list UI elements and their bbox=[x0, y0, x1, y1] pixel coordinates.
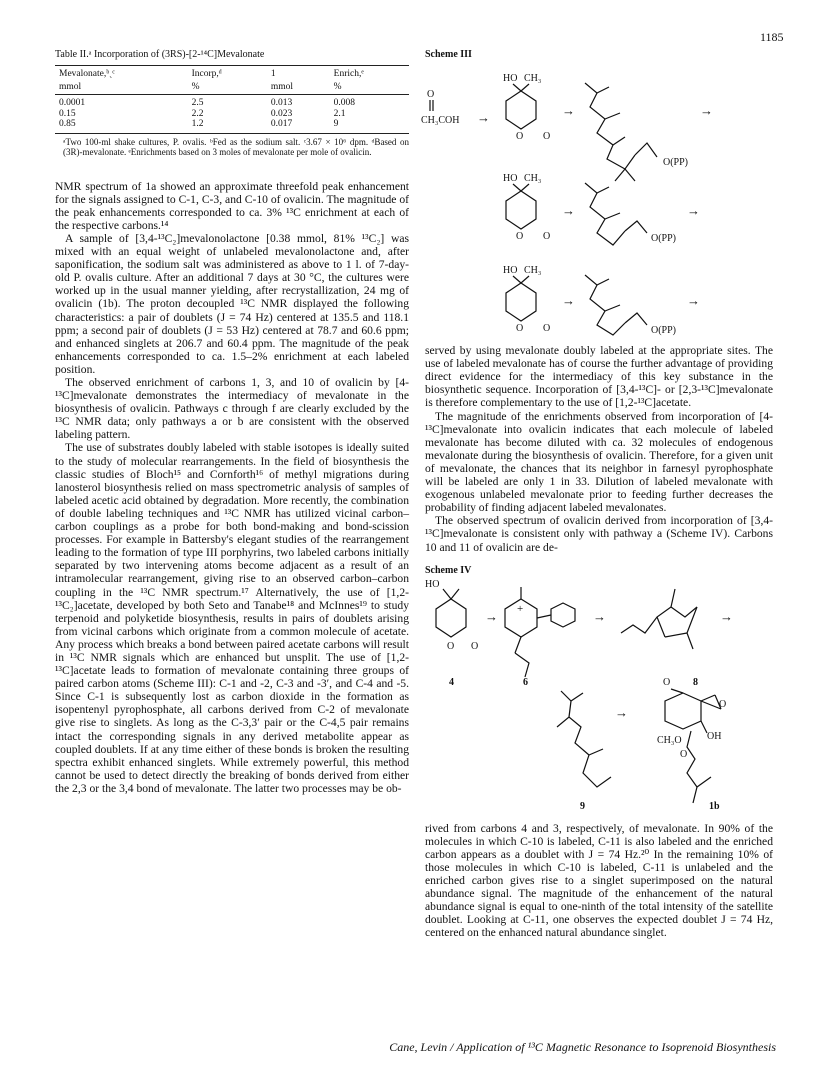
bond bbox=[569, 701, 571, 717]
table-cell: 0.023 bbox=[270, 108, 293, 119]
lactone-ring bbox=[551, 603, 575, 627]
mevalonolactone-structure bbox=[503, 265, 550, 334]
compound-4-label: 4 bbox=[449, 676, 454, 688]
incorporation-table bbox=[55, 65, 409, 134]
cyclohexane-ring bbox=[665, 693, 701, 729]
ch3-label: CH₃ bbox=[524, 173, 542, 185]
ketone-oxygen-label: O bbox=[663, 676, 671, 688]
ho-label: HO bbox=[503, 73, 518, 85]
bond bbox=[665, 633, 687, 637]
table-cell: 2.2 bbox=[191, 108, 204, 119]
bond bbox=[605, 113, 620, 119]
arrow: → bbox=[562, 103, 575, 119]
table-header: Incorp,ᵈ bbox=[188, 66, 267, 81]
body-paragraph: A sample of [3,4-¹³C₂]mevalonolactone [0.38 mmol, 81% ¹³C₂] was mixed with an equal weight of unlabeled mevalonolactone and, after saponification, the sodium salt was administered as above to 1 l. of 7-day-old P. ovalis culture. After an additional 7 days at 30 °C, the cultures were worked up in the usual manner yielding, after recrystallization, 24 mg of ovalicin (1b). The proton decoupled ¹³C NMR displayed the following characteristics: a pair of doublets (J = 74 Hz) centered at 135.5 and 118.1 ppm; a second pair of doublets (J = 53 Hz) centered at 78.7 and 60.6 ppm; and enhanced singlets at 206.7 and 60.4 ppm. The magnitude of the peak enhancements corresponded to ca. 1.5–2% enrichment at each labeled position. bbox=[55, 231, 409, 376]
arrow: → bbox=[700, 103, 713, 119]
running-footer: Cane, Levin / Application of ¹³C Magnetic Resonance to Isoprenoid Biosynthesis bbox=[389, 1040, 776, 1054]
isoprenoid-chain bbox=[557, 717, 611, 787]
ho-label: HO bbox=[503, 173, 518, 185]
arrow: → bbox=[562, 293, 575, 309]
arrow: → bbox=[720, 608, 733, 624]
body-paragraph: rived from carbons 4 and 3, respectively, of mevalonate. In 90% of the molecules in which C-10 is labeled, C-11 is also labeled and the enriched carbon appears as a doublet with J = 74 Hz.²⁰ In the remaining 10% of those molecules in which C-10 is labeled, C-11 is unlabeled and the enriched carbon gives rise to a singlet superimposed on the natural abundance signal. The magnitude of the enhancement of the natural abundance signal is equal to one-ninth of the total intensity of the satellite doublet. Looking at C-11, one observes the expected doublet J = 74 Hz, centered on the enhanced natural abundance singlet. bbox=[425, 821, 773, 940]
scheme-iv-diagram bbox=[425, 577, 773, 822]
bond bbox=[613, 137, 625, 145]
arrow: → bbox=[687, 203, 700, 219]
acetic-o-label: O bbox=[427, 89, 435, 101]
bond bbox=[561, 691, 571, 701]
compound-8-structure bbox=[621, 589, 698, 688]
ho-label: HO bbox=[503, 265, 518, 277]
compound-6-label: 6 bbox=[523, 676, 528, 688]
table-cell: 0.15 bbox=[59, 108, 76, 119]
bond bbox=[701, 721, 707, 733]
ovalicin-1b-structure bbox=[657, 677, 726, 812]
table-cell: 0.008 bbox=[333, 98, 356, 109]
body-paragraph: The observed spectrum of ovalicin derived from incorporation of [3,4-¹³C]mevalonate is consistent only with pathway a (Scheme IV). Carbons 10 and 11 of ovalicin are de- bbox=[425, 514, 773, 554]
body-paragraph: NMR spectrum of 1a showed an approximate threefold peak enhancement for the signals assigned to C-1, C-3, and C-10 of ovalicin. The magnitude of the peak enhancements corresponded to ca. 3% ¹³C enrichment at each of the respective carbons.¹⁴ bbox=[55, 179, 409, 232]
bond bbox=[687, 633, 693, 649]
arrow: → bbox=[562, 203, 575, 219]
table-header: Mevalonate,ᵇˎᶜ bbox=[55, 66, 188, 81]
table-subheader: mmol bbox=[267, 81, 330, 95]
ring-oxygen-label: O bbox=[516, 323, 524, 335]
bond bbox=[521, 276, 529, 283]
opp-label: O(PP) bbox=[663, 157, 689, 169]
lactone-ring bbox=[506, 191, 536, 229]
methoxy-label: CH₃O bbox=[657, 734, 682, 746]
bond bbox=[513, 184, 521, 191]
scheme-iv-label: Scheme IV bbox=[425, 564, 472, 576]
bond bbox=[625, 169, 635, 181]
arrow: → bbox=[615, 704, 628, 720]
table-row bbox=[55, 95, 409, 109]
bond bbox=[605, 213, 620, 219]
table-row bbox=[55, 119, 409, 133]
ho-label: HO bbox=[425, 578, 440, 590]
epoxide-oxygen-label: O bbox=[680, 748, 688, 760]
arrow: → bbox=[687, 293, 700, 309]
ring-oxygen-label: O bbox=[516, 231, 524, 243]
bond bbox=[515, 637, 521, 653]
table-subheader: mmol bbox=[55, 81, 188, 95]
bond bbox=[571, 693, 583, 701]
table-cell: 0.85 bbox=[55, 119, 188, 133]
lactone-ring bbox=[506, 283, 536, 321]
body-paragraph: The observed enrichment of carbons 1, 3, and 10 of ovalicin by [4-¹³C]mevalonate demonstrates the intermediacy of mevalonate in the biosynthesis of ovalicin. Pathways c through f are clearly excluded by the ¹³C NMR data; only pathways a or b are consistent with the observed labeling pattern. bbox=[55, 376, 409, 442]
bond bbox=[605, 305, 620, 311]
compound-6-structure bbox=[505, 587, 575, 688]
epoxide-oxygen-label: O bbox=[719, 698, 727, 710]
table-subheader: % bbox=[330, 81, 409, 95]
isoprenoid-chain bbox=[585, 83, 635, 169]
bicyclic-skeleton bbox=[621, 607, 697, 633]
farnesyl-pyrophosphate-structure bbox=[585, 183, 676, 245]
right-column bbox=[421, 48, 773, 940]
bond bbox=[443, 589, 451, 599]
left-column bbox=[55, 48, 409, 795]
table-header: 1 bbox=[267, 66, 330, 81]
compound-4-structure bbox=[425, 579, 478, 688]
opp-label: O(PP) bbox=[651, 233, 677, 245]
table-row bbox=[55, 109, 409, 120]
bond bbox=[521, 184, 529, 191]
table-subheader: % bbox=[188, 81, 267, 95]
table-footnote: ᵃTwo 100-ml shake cultures, P. ovalis. ᵇFed as the sodium salt. ᶜ3.67 × 10⁶ dpm. ᵈBased on (3R)-mevalonate. ᵉEnrichments based on 3 moles of mevalonate per mole of ovalicin. bbox=[63, 136, 409, 158]
mevalonolactone-structure bbox=[503, 173, 550, 242]
lactone-ring bbox=[436, 599, 466, 637]
bond bbox=[625, 313, 647, 325]
bond bbox=[513, 276, 521, 283]
bond bbox=[615, 169, 625, 181]
table-cell: 0.0001 bbox=[59, 98, 86, 109]
table-cell: 2.5 bbox=[191, 98, 204, 109]
scheme-iii-label: Scheme III bbox=[425, 49, 472, 60]
scheme-iii-diagram bbox=[421, 61, 773, 344]
carbonyl-oxygen-label: O bbox=[543, 323, 551, 335]
bond bbox=[701, 695, 715, 701]
mevalonolactone-structure bbox=[503, 73, 550, 142]
plus-label: + bbox=[517, 602, 524, 615]
table-title: Table II.ᵃ Incorporation of (3RS)-[2-¹⁴C]Mevalonate bbox=[55, 49, 265, 60]
bond bbox=[515, 653, 529, 677]
bond bbox=[635, 143, 657, 157]
bond bbox=[597, 87, 609, 93]
bond bbox=[521, 84, 529, 91]
carbonyl-oxygen-label: O bbox=[543, 231, 551, 243]
arrow: → bbox=[593, 608, 606, 624]
bond bbox=[597, 187, 609, 193]
bond bbox=[451, 589, 459, 599]
lactone-ring bbox=[506, 91, 536, 129]
compound-8-label: 8 bbox=[693, 676, 698, 688]
ch3-label: CH₃ bbox=[524, 265, 542, 277]
bond bbox=[597, 279, 609, 285]
table-cell: 9 bbox=[330, 119, 409, 133]
arrow: → bbox=[477, 110, 490, 126]
bond bbox=[671, 589, 675, 607]
ring-oxygen-label: O bbox=[447, 640, 455, 652]
compound-9-label: 9 bbox=[580, 800, 585, 812]
compound-9-structure bbox=[557, 691, 611, 812]
compound-1b-label: 1b bbox=[709, 800, 720, 812]
ring-oxygen-label: O bbox=[516, 131, 524, 143]
body-paragraph: served by using mevalonate doubly labeled at the appropriate sites. The use of labeled mevalonate has of course the further advantage of providing direct evidence for the intermediacy of this key substance in the biosynthetic sequence. Incorporation of [3,4-¹³C]- or [2,3-¹³C]mevalonate is therefore complementary to the use of [1,2-¹³C]acetate. bbox=[425, 344, 773, 410]
acetic-acid-label: CH₃COH bbox=[421, 115, 460, 127]
bond bbox=[671, 689, 683, 693]
body-paragraph: The magnitude of the enrichments observed from incorporation of [4-¹³C]mevalonate into ovalicin indicates that each molecule of labeled mevalonate has become diluted with ca. 32 molecules of endogenous mevalonate during the biosynthesis of ovalicin. Therefore, for a given unit of mevalonate, the chances that its neighbor in farnesyl pyrophosphate will be labeled are only 1 in 33. Dilution of labeled mevalonate with exogenous unlabeled mevalonate prior to feeding further decreases the probability of finding adjacent labeled mevalonates. bbox=[425, 409, 773, 515]
carbonyl-oxygen-label: O bbox=[543, 131, 551, 143]
table-cell: 0.013 bbox=[270, 98, 293, 109]
table-cell: 1.2 bbox=[188, 119, 267, 133]
ch3-label: CH₃ bbox=[524, 73, 542, 85]
bond bbox=[589, 749, 603, 755]
table-cell: 2.1 bbox=[333, 108, 346, 119]
bond bbox=[513, 84, 521, 91]
hydroxyl-label: OH bbox=[707, 730, 722, 742]
farnesyl-pyrophosphate-structure bbox=[585, 275, 676, 336]
opp-label: O(PP) bbox=[651, 325, 677, 337]
table-header: Enrich,ᵉ bbox=[330, 66, 409, 81]
bond bbox=[693, 787, 697, 803]
farnesyl-pyrophosphate-structure bbox=[585, 83, 688, 181]
bond bbox=[625, 221, 647, 233]
carbonyl-oxygen-label: O bbox=[471, 640, 479, 652]
page-number: 1185 bbox=[760, 30, 784, 44]
arrow: → bbox=[485, 608, 498, 624]
body-paragraph: The use of substrates doubly labeled with stable isotopes is ideally suited to the study of molecular rearrangements. In the field of biosynthesis the classic studies of Bloch¹⁵ and Cornforth¹⁶ of methyl migrations during lanosterol biosynthesis relied on mass spectrometric analysis of samples of labeled acetic acid obtained by degradation. More recently, the combination of double labeling techniques and ¹³C NMR has utilized vicinal carbon–carbon couplings as a probe for both bond-making and bond-scission processes. For example in Battersby's elegant studies of the rearrangement leading to the formation of type III porphyrins, two labeled carbons initially separated by two intervening atoms become adjacent as a result of an intramolecular rearrangement, giving rise to an observed carbon–carbon coupling in the ¹³C NMR spectrum.¹⁷ Alternatively, the use of [1,2-¹³C₂]acetate, developed by both Seto and Tanabe¹⁸ and McInnes¹⁹ to study terpenoid and polyketide biosynthesis, results in pairs of doublets arising from vicinal carbons which originate from a common molecule of acetate. Any process which breaks a bond between paired acetate carbons will result in ¹³C NMR signals which are enhanced but unsplit. The use of [1,2-¹³C]acetate leads to formation of mevalonate containing three groups of paired carbon atoms (Scheme III): C-1 and -2, C-3 and -3′, and C-4 and -5. Since C-1 is subsequently lost as carbon dioxide in the formation as isopentenyl pyrophosphate, all carbons derived from C-2 of mevalonate give rise to singlets. As long as the C-3,3′ pair or the C-4,5 pair remains intact the corresponding signals in any derived metabolite appear as coupled doublets. If at any time either of these bonds is broken the resulting spectra exhibit enhanced singlets. While extremely powerful, this method cannot be used to detect directly the breaking of bonds derived from either the 2,3 or the 3,4 bond of mevalonate. The latter two processes may be ob- bbox=[55, 441, 409, 795]
table-cell: 0.017 bbox=[267, 119, 330, 133]
bond bbox=[537, 615, 551, 618]
bond bbox=[657, 617, 665, 637]
